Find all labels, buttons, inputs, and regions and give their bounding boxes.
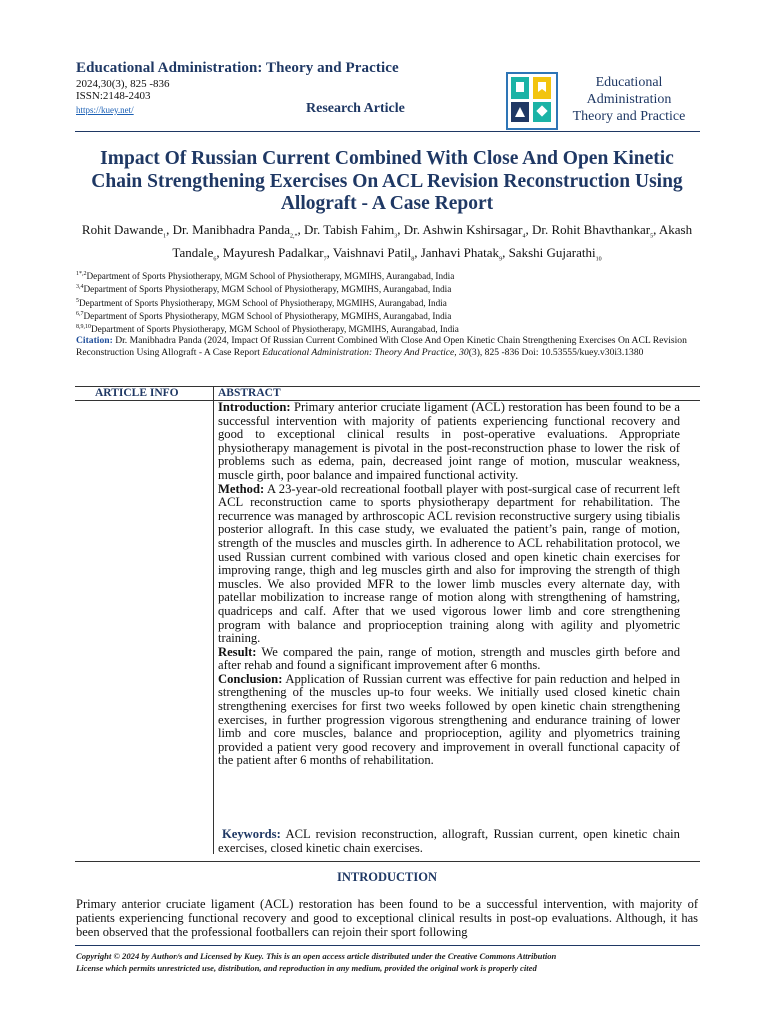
author-mark: 4 [522, 233, 526, 240]
author-mark: 9 [499, 256, 503, 263]
abstract-label: Method: [218, 481, 265, 496]
affiliation-text: Department of Sports Physiotherapy, MGM School of Physiotherapy, MGMIHS, Aurangabad, India [79, 297, 447, 308]
affiliation-mark: 8,9,10 [76, 324, 91, 331]
citation-tail: (3), 825 -836 Doi: 10.53555/kuey.v30i3.1380 [468, 347, 644, 358]
journal-logo [506, 72, 696, 130]
affiliation-mark: 3,4 [76, 284, 84, 291]
citation-text: Dr. Manibhadra Panda (2024, Impact Of Russian Current Combined With Close And Open Kinetic Chain Strengthening Exercises On ACL Revision Reconstruction Using Allograft - A Case Report [76, 335, 687, 358]
abstract-paragraph [218, 646, 680, 673]
abstract-label: Conclusion: [218, 671, 283, 686]
author-mark: 6 [213, 256, 217, 263]
issn: ISSN:2148-2403 [76, 90, 151, 102]
author-list: Rohit Dawande$_1$, Dr. Manibhadra Panda$_{2,*}$, Dr. Tabish Fahim$_3$, Dr. Ashwin Kshirsagar$_4$, Dr. Rohit Bhavthankar$_5$, Akash Tandale$_6$, Mayuresh Padalkar$_7$, Vaishnavi Patil$_8$, Janhavi Phatak$_9$, Sakshi Gujarathi$_{10}$ [81, 222, 693, 263]
footer-divider [75, 945, 700, 946]
affiliation-mark: 6,7 [76, 310, 84, 317]
author-name: Rohit Dawande [81, 222, 164, 237]
logo-text-line: Theory and Practice [572, 109, 686, 124]
logo-text-line: Administration [586, 92, 672, 107]
affiliation-line [76, 309, 459, 322]
citation [76, 335, 698, 359]
citation-journal: Educational Administration: Theory And Practice, 30 [262, 347, 469, 358]
author-name: Mayuresh Padalkar [222, 244, 324, 260]
author-mark: 1 [163, 233, 167, 240]
keywords [218, 828, 680, 855]
author-mark: 3 [394, 233, 398, 240]
author-name: Sakshi Gujarathi [508, 244, 596, 260]
volume-info: 2024,30(3), 825 -836 [76, 78, 170, 90]
abstract-text: A 23-year-old recreational football player with post-surgical case of recurrent left ACL reconstruction came to sports physiotherapy department for rehabilitation. The recurrence was managed by arthroscopic ACL revision reconstructive surgery using tibialis posterior allograft. In this case study, we evaluated the patient’s pain, range of motion, strength of the muscles and muscles girth. In adherence to ACL rehabilitation protocol, we used Russian current combined with various closed and open kinetic chain exercises for improving range, thigh and leg muscles girth and also for improving the strength of thigh muscles. We also provided MFR to the lower limb muscles every alternate day, with patellar mobilization to increase range of motion along with strengthening of hamstring, quadriceps and calf. After that we used vigorous lower limb and core strengthening program with balance and proprioception training along with agility and plyometric training. [218, 481, 680, 646]
affiliation-mark: 5 [76, 297, 79, 304]
introduction-heading: INTRODUCTION [336, 870, 437, 884]
abstract-label: Result: [218, 644, 257, 659]
author-name: Janhavi Phatak [420, 244, 500, 260]
journal-url-link[interactable]: https://kuey.net/ [76, 105, 134, 115]
logo-emblem [506, 72, 558, 130]
author-name: Dr. Manibhadra Panda [172, 222, 290, 237]
author-mark: 8 [411, 256, 415, 263]
author-mark: 10 [595, 256, 602, 263]
author-mark: 5 [650, 233, 654, 240]
citation-label: Citation: [76, 335, 113, 346]
copyright-footer [76, 950, 700, 974]
article-info-heading: ARTICLE INFO [95, 387, 179, 399]
affiliation-mark: 1*,2 [76, 271, 87, 277]
abstract-label: Introduction: [218, 400, 291, 414]
introduction-text: Primary anterior cruciate ligament (ACL) restoration has been found to be a successful intervention, with majority of patients experiencing functional recovery and good to exceptional clinical results in post-op evaluations. Although, it has been observed that the professional footballers can rejoin their sport following [76, 897, 698, 939]
keywords-text: ACL revision reconstruction, allograft, Russian current, open kinetic chain exercises, closed kinetic chain exercises. [218, 827, 680, 855]
author-name: Dr. Ashwin Kshirsagar [403, 222, 523, 237]
author-name: Dr. Tabish Fahim [303, 222, 395, 237]
abstract-body [218, 401, 680, 768]
author-mark: 2,* [289, 233, 298, 240]
abstract-paragraph [218, 483, 680, 646]
header-divider [75, 131, 700, 132]
table-column-divider [213, 386, 214, 854]
affiliation-line [76, 322, 459, 335]
affiliation-text: Department of Sports Physiotherapy, MGM School of Physiotherapy, MGMIHS, Aurangabad, India [91, 324, 459, 335]
logo-emblem-icon [508, 74, 556, 128]
copyright-line: Copyright © 2024 by Author/s and Licensed by Kuey. This is an open access article distributed under the Creative Commons Attribution [76, 951, 557, 961]
affiliation-text: Department of Sports Physiotherapy, MGM School of Physiotherapy, MGMIHS, Aurangabad, India [86, 271, 455, 282]
keywords-label: Keywords: [222, 827, 281, 841]
affiliation-line [76, 296, 459, 309]
affiliation-text: Department of Sports Physiotherapy, MGM School of Physiotherapy, MGMIHS, Aurangabad, India [83, 310, 452, 321]
abstract-paragraph [218, 673, 680, 768]
author-name: Vaishnavi Patil [332, 244, 412, 260]
journal-name: Educational Administration: Theory and Practice [76, 60, 399, 76]
affiliation-text: Department of Sports Physiotherapy, MGM School of Physiotherapy, MGMIHS, Aurangabad, India [83, 284, 452, 295]
author-mark: 7 [323, 256, 327, 263]
logo-text [562, 74, 696, 125]
affiliation-line [76, 282, 459, 295]
abstract-text: Primary anterior cruciate ligament (ACL) restoration has been found to be a successful intervention with majority of patients experiencing functional recovery and good to exceptional clinical results in post-operative evaluations. Appropriate physiotherapy management is pivotal in the post-reconstruction phase to lower the risk of problems such as edema, pain, decreased joint range of motion, muscular weakness, muscle girth, poor balance and impaired functional activity. [218, 400, 680, 482]
abstract-heading: ABSTRACT [218, 387, 281, 399]
article-type: Research Article [306, 101, 405, 116]
affiliations [76, 269, 459, 335]
table-bottom-rule [75, 861, 700, 862]
author-name: Dr. Rohit Bhavthankar [532, 222, 651, 237]
copyright-line: License which permits unrestricted use, distribution, and reproduction in any medium, provided the original work is properly cited [76, 963, 537, 973]
abstract-paragraph [218, 401, 680, 483]
article-title: Impact Of Russian Current Combined With Close And Open Kinetic Chain Strengthening Exercises On ACL Revision Reconstruction Using Allograft - A Case Report [91, 148, 683, 214]
abstract-text: We compared the pain, range of motion, strength and muscles girth before and after rehab and found a significant improvement after 6 months. [218, 644, 680, 673]
abstract-text: Application of Russian current was effective for pain reduction and helped in strengthening of the muscles up-to four weeks. We initially used closed kinetic chain strengthening exercises for first two weeks followed by open kinetic chain strengthening exercises, in further progression vigorous strengthening and endurance training of lower limb and core muscles, balance and proprioception, agility and plyometrics training provided a patient very good recovery and improvement in overall functional capacity of the patient after 6 months of rehabilitation. [218, 671, 680, 768]
logo-text-line: Educational [595, 75, 663, 90]
affiliation-line [76, 269, 459, 282]
author-name: Akash Tandale [172, 222, 693, 260]
